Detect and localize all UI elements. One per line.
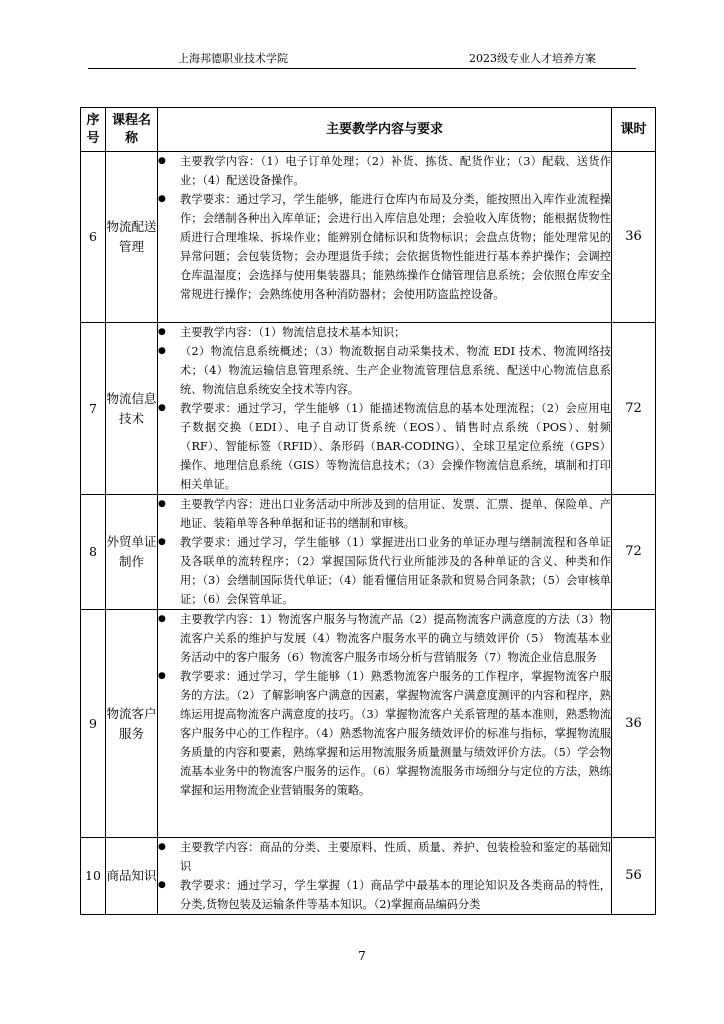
bullet-icon: ●: [158, 537, 166, 547]
course-content: [158, 610, 612, 838]
course-content: [158, 152, 612, 323]
list-item: ● 教学要求：通过学习，学生掌握（1）商品学中最基本的理论知识及各类商品的特性，分类,货物包装及运输条件等基本知识。（2)掌握商品编码分类: [158, 876, 611, 914]
course-hours: 36: [612, 152, 656, 323]
table-header-row: [81, 108, 656, 152]
table-row: [81, 323, 656, 495]
course-content: [158, 838, 612, 915]
bullet-icon: ●: [158, 156, 166, 166]
bullet-icon: ●: [158, 194, 166, 204]
bullet-icon: ●: [158, 614, 166, 624]
row-number: 7: [81, 323, 106, 495]
course-name: 物流配送管理: [106, 152, 158, 323]
list-item: ● 主要教学内容：（1）物流信息技术基本知识；: [158, 323, 611, 342]
course-table: [80, 107, 656, 915]
list-item: ● 教学要求：通过学习，学生能够（1）掌握进出口业务的单证办理与缮制流程和各单证及各联单的流转程序；（2）掌握国际货代行业所能涉及的各种单证的含义、种类和作用；（3）会缮制国际货代单证；（4）能看懂信用证条款和贸易合同条款；（5）会审核单证；（6）会保管单证。: [158, 533, 611, 609]
page-header: [88, 46, 636, 69]
row-number: 9: [81, 610, 106, 838]
list-item: ● 教学要求：通过学习，学生能够（1）熟悉物流客户服务的工作程序，掌握物流客户服务的方法。（2）了解影响客户满意的因素，掌握物流客户满意度测评的内容和程序，熟练运用提高物流客户满意度的技巧。（3）掌握物流客户关系管理的基本准则，熟悉物流客户服务中心的工作程序。（4）熟悉物流客户服务绩效评价的标准与指标，掌握物流服务质量的内容和要素，熟练掌握和运用物流服务质量测量与绩效评价方法。（5）学会物流基本业务中的物流客户服务的运作。（6）掌握物流服务市场细分与定位的方法，熟练掌握和运用物流企业营销服务的策略。: [158, 667, 611, 800]
plan-title: 2023级专业人才培养方案: [469, 52, 596, 65]
row-number: 10: [81, 838, 106, 915]
course-content: [158, 495, 612, 610]
course-hours: 72: [612, 495, 656, 610]
page-number: 7: [358, 949, 366, 963]
list-item: ● （2）物流信息系统概述；（3）物流数据自动采集技术、物流 EDI 技术、物流网络技术；（4）物流运输信息管理系统、生产企业物流管理信息系统、配送中心物流信息系统、物流信息系统安全技术等内容。: [158, 342, 611, 399]
bullet-icon: ●: [158, 880, 166, 890]
bullet-icon: ●: [158, 671, 166, 681]
course-name: 物流信息技术: [106, 323, 158, 495]
bullet-icon: ●: [158, 403, 166, 413]
list-item: ● 主要教学内容：1）物流客户服务与物流产品（2）提高物流客户满意度的方法（3）物流客户关系的维护与发展（4）物流客户服务水平的确立与绩效评价（5） 物流基本业务活动中的客户服务（6）物流客户服务市场分析与营销服务（7）物流企业信息服务: [158, 610, 611, 667]
row-number: 8: [81, 495, 106, 610]
list-item: ● 教学要求：通过学习，学生能够，能进行仓库内布局及分类，能按照出入库作业流程操作；会缮制各种出入库单证；会进行出入库信息处理；会验收入库货物；能根据货物性质进行合理堆垛、拆垛作业；能辨别仓储标识和货物标识；会盘点货物；能处理常见的异常问题；会包装货物；会办理退货手续；会依据货物性能进行基本养护操作；会调控仓库温湿度；会选择与使用集装器具；能熟练操作仓储管理信息系统；会依照仓库安全常规进行操作；会熟练使用各种消防器材；会使用防盗监控设备。: [158, 190, 611, 304]
table-row: [81, 610, 656, 838]
list-item: ● 教学要求：通过学习，学生能够（1）能描述物流信息的基本处理流程；（2）会应用电子数据交换（EDI）、电子自动订货系统（EOS）、销售时点系统（POS）、射频（RF）、智能标签（RFID）、条形码（BAR-CODING）、全球卫星定位系统（GPS）操作、地理信息系统（GIS）等物流信息技术；（3）会操作物流信息系统，填制和打印相关单证。: [158, 399, 611, 494]
header-hours: 课时: [612, 108, 656, 152]
table-row: [81, 838, 656, 915]
bullet-icon: ●: [158, 842, 166, 852]
row-number: 6: [81, 152, 106, 323]
school-name: 上海邦德职业技术学院: [178, 52, 288, 65]
course-name: 外贸单证制作: [106, 495, 158, 610]
bullet-icon: ●: [158, 346, 166, 356]
header-course-name: 课程名称: [106, 108, 158, 152]
bullet-icon: ●: [158, 327, 166, 337]
bullet-icon: ●: [158, 499, 166, 509]
course-hours: 56: [612, 838, 656, 915]
header-content: 主要教学内容与要求: [158, 108, 612, 152]
course-hours: 36: [612, 610, 656, 838]
header-number: 序号: [81, 108, 106, 152]
course-name: 物流客户服务: [106, 610, 158, 838]
list-item: ● 主要教学内容：商品的分类、主要原料、性质、质量、养护、包装检验和鉴定的基础知识: [158, 838, 611, 876]
course-content: [158, 323, 612, 495]
list-item: ● 主要教学内容：进出口业务活动中所涉及到的信用证、发票、汇票、提单、保险单、产地证、装箱单等各种单据和证书的缮制和审核。: [158, 495, 611, 533]
table-row: [81, 495, 656, 610]
course-name: 商品知识: [106, 838, 158, 915]
course-hours: 72: [612, 323, 656, 495]
list-item: ● 主要教学内容：（1）电子订单处理；（2）补货、拣货、配货作业；（3）配载、送货作业；（4）配送设备操作。: [158, 152, 611, 190]
table-row: [81, 152, 656, 323]
